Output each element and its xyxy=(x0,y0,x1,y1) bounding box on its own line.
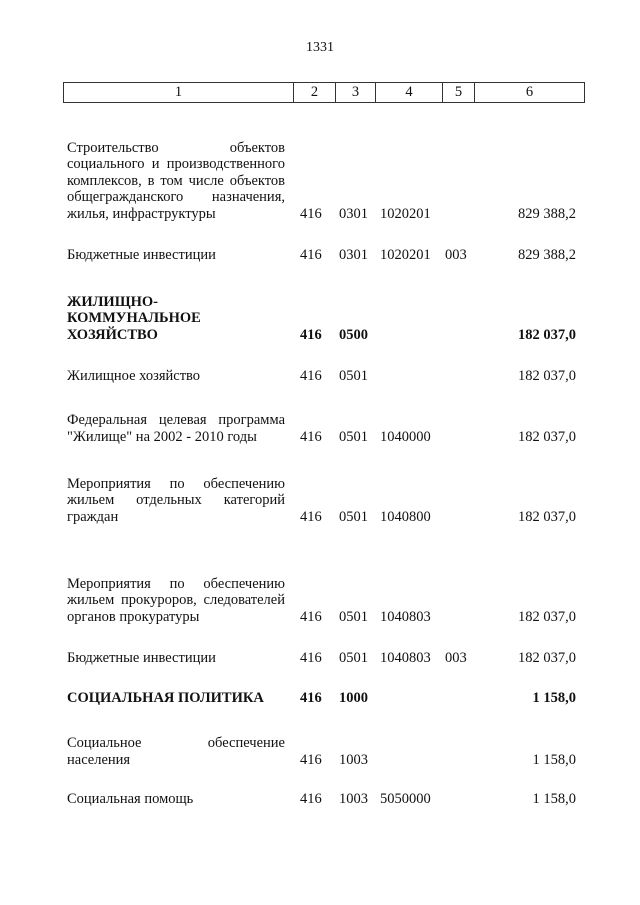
column-header-4: 4 xyxy=(375,83,442,102)
row-amount: 829 388,2 xyxy=(518,246,576,263)
table-row-section xyxy=(67,688,585,706)
column-header-5: 5 xyxy=(442,83,474,102)
row-amount: 182 037,0 xyxy=(518,649,576,666)
column-header-2: 2 xyxy=(293,83,335,102)
row-description: Федеральная целевая программа "Жилище" на 2002 - 2010 годы xyxy=(67,412,285,445)
row-code-target: 5050000 xyxy=(380,790,431,807)
row-code-ministry: 416 xyxy=(300,608,322,625)
row-code-ministry: 416 xyxy=(300,751,322,768)
table-header-row xyxy=(63,82,585,103)
row-description: Строительство объектов социального и производственного комплексов, в том числе объектов общегражданского назначения, жилья, инфраструктуры xyxy=(67,139,285,222)
row-code-section: 0500 xyxy=(339,326,368,343)
row-code-section: 0501 xyxy=(339,649,368,666)
row-amount: 829 388,2 xyxy=(518,205,576,222)
row-code-ministry: 416 xyxy=(300,205,322,222)
row-description: Социальная помощь xyxy=(67,790,194,807)
row-code-target: 1040000 xyxy=(380,428,431,445)
row-amount: 182 037,0 xyxy=(518,326,576,343)
row-description: Жилищное хозяйство xyxy=(67,367,201,384)
row-amount: 1 158,0 xyxy=(532,689,576,706)
row-code-ministry: 416 xyxy=(300,508,322,525)
row-code-expense-type: 003 xyxy=(445,649,467,666)
row-amount: 182 037,0 xyxy=(518,608,576,625)
row-code-target: 1040803 xyxy=(380,608,431,625)
row-code-expense-type: 003 xyxy=(445,246,467,263)
row-amount: 1 158,0 xyxy=(532,751,576,768)
row-code-section: 1003 xyxy=(339,790,368,807)
page-number: 1331 xyxy=(306,40,334,55)
row-description: ЖИЛИЩНО-КОММУНАЛЬНОЕ ХОЗЯЙСТВО xyxy=(67,293,201,343)
row-code-section: 0501 xyxy=(339,508,368,525)
column-header-1: 1 xyxy=(174,84,183,100)
row-code-section: 0501 xyxy=(339,428,368,445)
row-code-target: 1040803 xyxy=(380,649,431,666)
table-row xyxy=(67,733,585,768)
row-amount: 1 158,0 xyxy=(532,790,576,807)
table-row xyxy=(67,789,585,807)
row-amount: 182 037,0 xyxy=(518,508,576,525)
table-row xyxy=(67,366,585,384)
row-amount: 182 037,0 xyxy=(518,367,576,384)
row-code-target: 1020201 xyxy=(380,246,431,263)
row-code-section: 0301 xyxy=(339,205,368,222)
row-code-section: 0501 xyxy=(339,608,368,625)
column-header-6: 6 xyxy=(474,83,584,102)
table-row xyxy=(67,648,585,666)
table-row xyxy=(67,410,585,445)
row-code-section: 1003 xyxy=(339,751,368,768)
row-description: Бюджетные инвестиции xyxy=(67,246,216,263)
row-code-section: 0501 xyxy=(339,367,368,384)
row-description: СОЦИАЛЬНАЯ ПОЛИТИКА xyxy=(67,689,264,706)
row-description: Мероприятия по обеспечению жильем отдельных категорий граждан xyxy=(67,475,285,525)
row-code-ministry: 416 xyxy=(300,246,322,263)
row-code-target: 1040800 xyxy=(380,508,431,525)
row-code-ministry: 416 xyxy=(300,790,322,807)
row-description: Мероприятия по обеспечению жильем прокуроров, следователей органов прокуратуры xyxy=(67,575,285,625)
table-row xyxy=(67,120,585,222)
row-code-ministry: 416 xyxy=(300,689,322,706)
row-code-ministry: 416 xyxy=(300,428,322,445)
row-code-ministry: 416 xyxy=(300,326,322,343)
table-row xyxy=(67,557,585,625)
row-code-ministry: 416 xyxy=(300,649,322,666)
row-code-section: 1000 xyxy=(339,689,368,706)
table-row xyxy=(67,474,585,525)
row-code-ministry: 416 xyxy=(300,367,322,384)
table-row xyxy=(67,245,585,263)
row-code-target: 1020201 xyxy=(380,205,431,222)
column-header-3: 3 xyxy=(335,83,375,102)
table-row-section xyxy=(67,292,585,343)
row-description: Бюджетные инвестиции xyxy=(67,649,216,666)
row-amount: 182 037,0 xyxy=(518,428,576,445)
row-code-section: 0301 xyxy=(339,246,368,263)
row-description: Социальное обеспечение населения xyxy=(67,735,285,768)
